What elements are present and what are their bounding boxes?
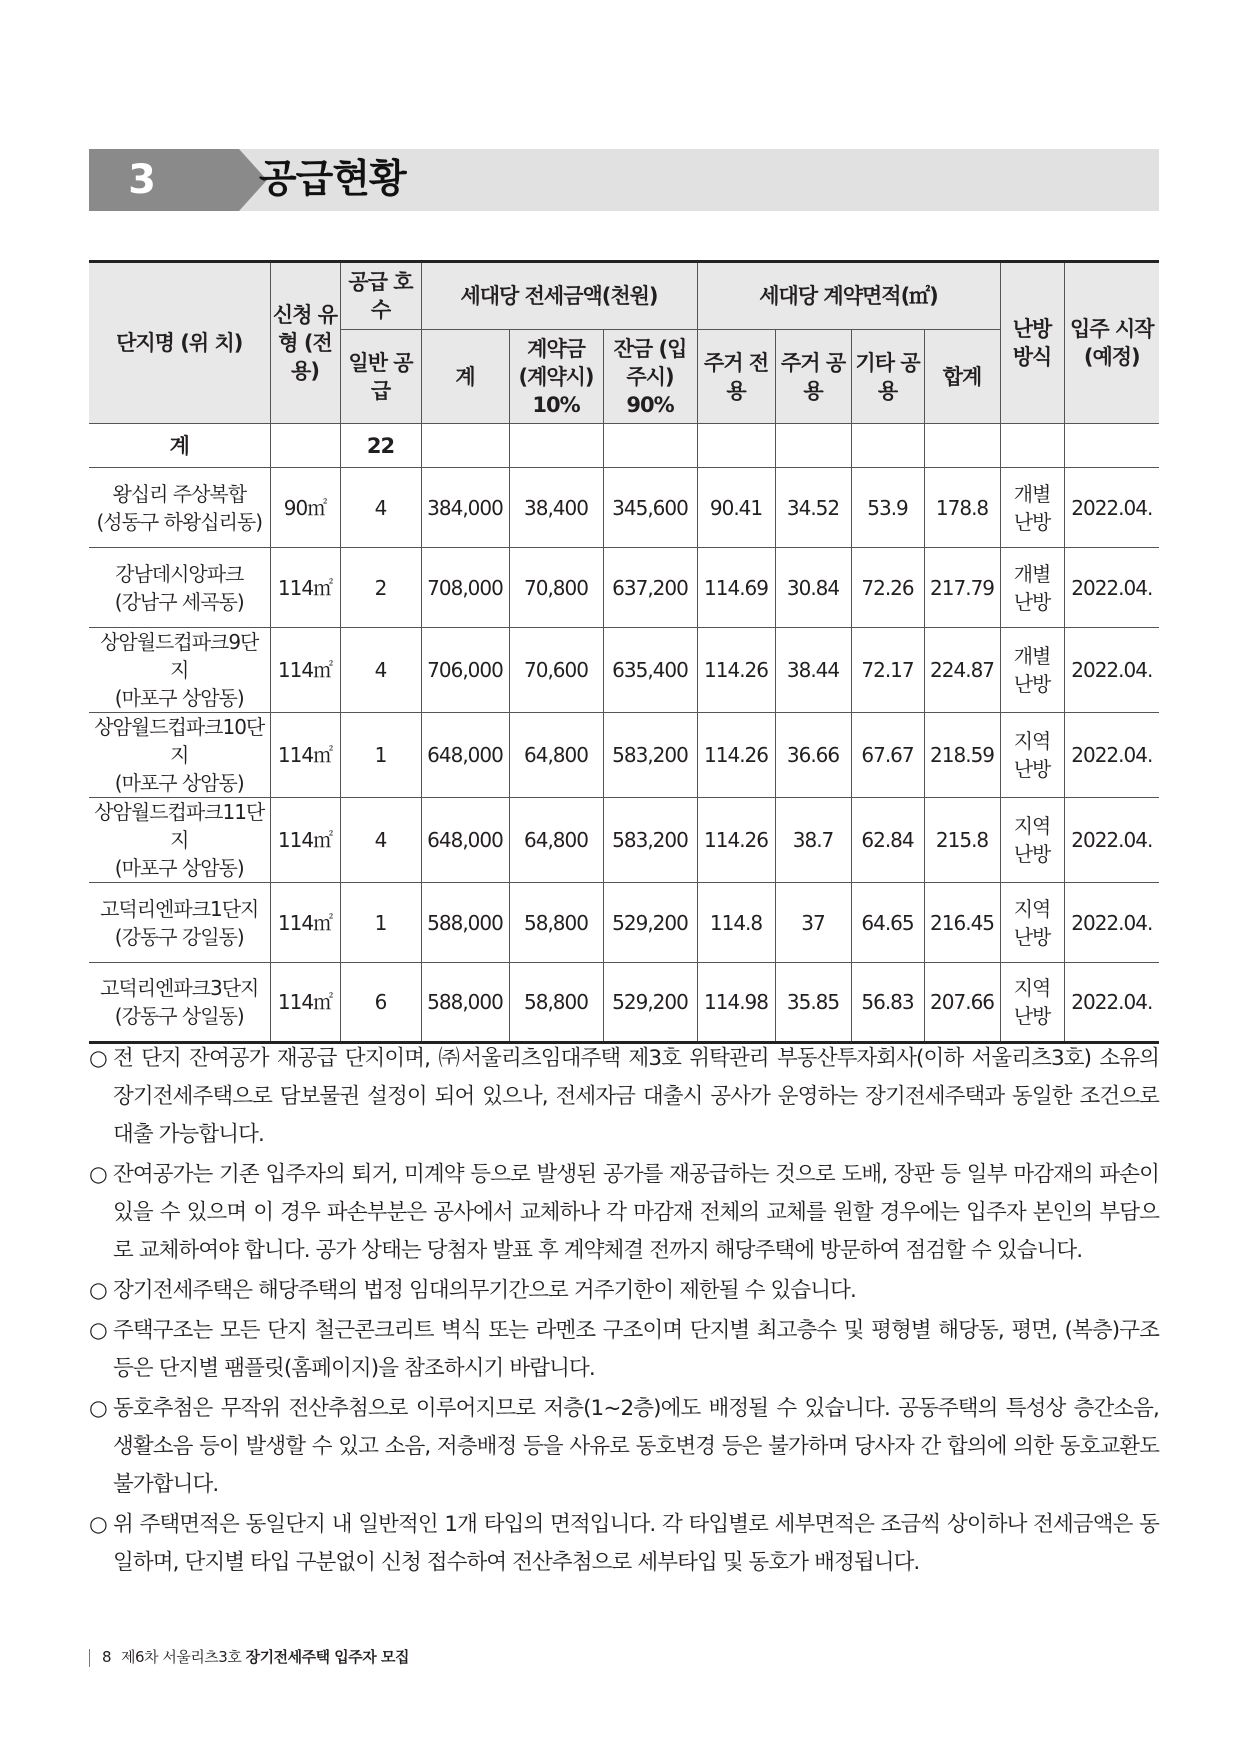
table-total-row	[89, 424, 1159, 468]
heating-cell: 개별 난방	[1000, 548, 1064, 628]
complex-name-cell: 상암월드컵파크9단지 (마포구 상암동)	[89, 628, 270, 713]
header-general-supply: 일반 공급	[340, 330, 421, 424]
contract-cell: 70,600	[509, 628, 603, 713]
bullet-circle-icon: ○	[89, 1318, 107, 1343]
contract-cell: 38,400	[509, 468, 603, 548]
footer-text: 제6차 서울리츠3호	[121, 1648, 242, 1666]
res-common-cell: 34.52	[775, 468, 851, 548]
deposit-cell: 648,000	[421, 713, 509, 798]
table-row	[89, 468, 1159, 548]
units-cell: 1	[340, 713, 421, 798]
supply-table	[89, 260, 1159, 1044]
type-cell: 114㎡	[270, 963, 340, 1043]
balance-cell: 583,200	[603, 713, 697, 798]
header-movein: 입주 시작 (예정)	[1064, 262, 1159, 424]
contract-cell: 64,800	[509, 798, 603, 883]
res-excl-cell: 114.26	[697, 798, 775, 883]
contract-cell: 70,800	[509, 548, 603, 628]
heating-cell: 개별 난방	[1000, 468, 1064, 548]
area-total-cell: 215.8	[924, 798, 1000, 883]
total-units: 22	[340, 424, 421, 468]
heating-cell: 지역 난방	[1000, 713, 1064, 798]
table-row	[89, 798, 1159, 883]
contract-cell: 64,800	[509, 713, 603, 798]
balance-cell: 529,200	[603, 963, 697, 1043]
table-row	[89, 548, 1159, 628]
table-header-row-1	[89, 262, 1159, 330]
other-common-cell: 53.9	[851, 468, 924, 548]
deposit-cell: 706,000	[421, 628, 509, 713]
balance-cell: 345,600	[603, 468, 697, 548]
type-cell: 114㎡	[270, 628, 340, 713]
other-common-cell: 62.84	[851, 798, 924, 883]
type-cell: 114㎡	[270, 883, 340, 963]
movein-cell: 2022.04.	[1064, 468, 1159, 548]
notes-list	[89, 1040, 1159, 1584]
deposit-cell: 384,000	[421, 468, 509, 548]
type-cell: 90㎡	[270, 468, 340, 548]
res-common-cell: 38.44	[775, 628, 851, 713]
area-total-cell: 178.8	[924, 468, 1000, 548]
section-number: 3	[128, 157, 156, 203]
complex-name-cell: 상암월드컵파크10단지 (마포구 상암동)	[89, 713, 270, 798]
res-excl-cell: 90.41	[697, 468, 775, 548]
total-label: 계	[89, 424, 270, 468]
other-common-cell: 72.17	[851, 628, 924, 713]
bullet-circle-icon: ○	[89, 1512, 107, 1537]
movein-cell: 2022.04.	[1064, 798, 1159, 883]
header-contract: 계약금 (계약시) 10%	[509, 330, 603, 424]
balance-cell: 529,200	[603, 883, 697, 963]
note-item: ○ 위 주택면적은 동일단지 내 일반적인 1개 타입의 면적입니다. 각 타입별로 세부면적은 조금씩 상이하나 전세금액은 동일하며, 단지별 타입 구분없이 신청 접수하여 전산추첨으로 세부타입 및 동호가 배정됩니다.	[89, 1506, 1159, 1582]
header-type: 신청 유형 (전용)	[270, 262, 340, 424]
bullet-circle-icon: ○	[89, 1162, 107, 1187]
other-common-cell: 72.26	[851, 548, 924, 628]
units-cell: 2	[340, 548, 421, 628]
balance-cell: 583,200	[603, 798, 697, 883]
movein-cell: 2022.04.	[1064, 713, 1159, 798]
complex-name-cell: 고덕리엔파크3단지 (강동구 상일동)	[89, 963, 270, 1043]
deposit-cell: 588,000	[421, 883, 509, 963]
footer-divider	[89, 1649, 90, 1667]
contract-cell: 58,800	[509, 963, 603, 1043]
other-common-cell: 56.83	[851, 963, 924, 1043]
deposit-cell: 708,000	[421, 548, 509, 628]
note-item: ○ 잔여공가는 기존 입주자의 퇴거, 미계약 등으로 발생된 공가를 재공급하는 것으로 도배, 장판 등 일부 마감재의 파손이 있을 수 있으며 이 경우 파손부분은 공사에서 교체하나 각 마감재 전체의 교체를 원할 경우에는 입주자 본인의 부담으로 교체하여야 합니다. 공가 상태는 당첨자 발표 후 계약체결 전까지 해당주택에 방문하여 점검할 수 있습니다.	[89, 1156, 1159, 1270]
type-cell: 114㎡	[270, 713, 340, 798]
deposit-cell: 588,000	[421, 963, 509, 1043]
movein-cell: 2022.04.	[1064, 628, 1159, 713]
section-title: 공급현황	[259, 157, 406, 202]
other-common-cell: 64.65	[851, 883, 924, 963]
area-total-cell: 207.66	[924, 963, 1000, 1043]
complex-name-cell: 강남데시앙파크 (강남구 세곡동)	[89, 548, 270, 628]
footer-bold-text: 장기전세주택 입주자 모집	[245, 1648, 409, 1666]
heating-cell: 지역 난방	[1000, 963, 1064, 1043]
units-cell: 1	[340, 883, 421, 963]
note-item: ○ 동호추첨은 무작위 전산추첨으로 이루어지므로 저층(1~2층)에도 배정될 수 있습니다. 공동주택의 특성상 층간소음, 생활소음 등이 발생할 수 있고 소음, 저층배정 등을 사유로 동호변경 등은 불가하며 당사자 간 합의에 의한 동호교환도 불가합니다.	[89, 1390, 1159, 1504]
bullet-circle-icon: ○	[89, 1046, 107, 1071]
header-deposit-group: 세대당 전세금액(천원)	[421, 262, 697, 330]
header-balance: 잔금 (입주시) 90%	[603, 330, 697, 424]
complex-name-cell: 왕십리 주상복합 (성동구 하왕십리동)	[89, 468, 270, 548]
header-res-common: 주거 공용	[775, 330, 851, 424]
movein-cell: 2022.04.	[1064, 963, 1159, 1043]
res-excl-cell: 114.69	[697, 548, 775, 628]
type-cell: 114㎡	[270, 548, 340, 628]
units-cell: 4	[340, 468, 421, 548]
heating-cell: 개별 난방	[1000, 628, 1064, 713]
page-footer	[89, 1646, 409, 1667]
header-complex: 단지명 (위 치)	[89, 262, 270, 424]
complex-name-cell: 고덕리엔파크1단지 (강동구 강일동)	[89, 883, 270, 963]
bullet-circle-icon: ○	[89, 1278, 107, 1303]
section-header	[89, 149, 1159, 211]
header-area-total: 합계	[924, 330, 1000, 424]
header-deposit-total: 계	[421, 330, 509, 424]
res-excl-cell: 114.8	[697, 883, 775, 963]
table-row	[89, 963, 1159, 1043]
res-common-cell: 37	[775, 883, 851, 963]
type-cell: 114㎡	[270, 798, 340, 883]
bullet-circle-icon: ○	[89, 1396, 107, 1421]
note-item: ○ 주택구조는 모든 단지 철근콘크리트 벽식 또는 라멘조 구조이며 단지별 최고층수 및 평형별 해당동, 평면, (복층)구조 등은 단지별 팸플릿(홈페이지)을 참조하시기 바랍니다.	[89, 1312, 1159, 1388]
page-number: 8	[102, 1648, 112, 1666]
movein-cell: 2022.04.	[1064, 548, 1159, 628]
table-row	[89, 883, 1159, 963]
units-cell: 6	[340, 963, 421, 1043]
area-total-cell: 224.87	[924, 628, 1000, 713]
balance-cell: 635,400	[603, 628, 697, 713]
header-units: 공급 호수	[340, 262, 421, 330]
movein-cell: 2022.04.	[1064, 883, 1159, 963]
deposit-cell: 648,000	[421, 798, 509, 883]
res-common-cell: 36.66	[775, 713, 851, 798]
res-common-cell: 30.84	[775, 548, 851, 628]
other-common-cell: 67.67	[851, 713, 924, 798]
res-common-cell: 38.7	[775, 798, 851, 883]
heating-cell: 지역 난방	[1000, 798, 1064, 883]
header-area-group: 세대당 계약면적(㎡)	[697, 262, 1000, 330]
table-row	[89, 628, 1159, 713]
res-excl-cell: 114.26	[697, 713, 775, 798]
res-excl-cell: 114.98	[697, 963, 775, 1043]
res-excl-cell: 114.26	[697, 628, 775, 713]
header-heating: 난방 방식	[1000, 262, 1064, 424]
note-item: ○ 장기전세주택은 해당주택의 법정 임대의무기간으로 거주기한이 제한될 수 있습니다.	[89, 1272, 1159, 1310]
area-total-cell: 218.59	[924, 713, 1000, 798]
contract-cell: 58,800	[509, 883, 603, 963]
complex-name-cell: 상암월드컵파크11단지 (마포구 상암동)	[89, 798, 270, 883]
balance-cell: 637,200	[603, 548, 697, 628]
table-row	[89, 713, 1159, 798]
res-common-cell: 35.85	[775, 963, 851, 1043]
header-other-common: 기타 공용	[851, 330, 924, 424]
note-item: ○ 전 단지 잔여공가 재공급 단지이며, ㈜서울리츠임대주택 제3호 위탁관리 부동산투자회사(이하 서울리츠3호) 소유의 장기전세주택으로 담보물권 설정이 되어 있으나, 전세자금 대출시 공사가 운영하는 장기전세주택과 동일한 조건으로 대출 가능합니다.	[89, 1040, 1159, 1154]
units-cell: 4	[340, 628, 421, 713]
units-cell: 4	[340, 798, 421, 883]
header-res-exclusive: 주거 전용	[697, 330, 775, 424]
area-total-cell: 217.79	[924, 548, 1000, 628]
heating-cell: 지역 난방	[1000, 883, 1064, 963]
area-total-cell: 216.45	[924, 883, 1000, 963]
